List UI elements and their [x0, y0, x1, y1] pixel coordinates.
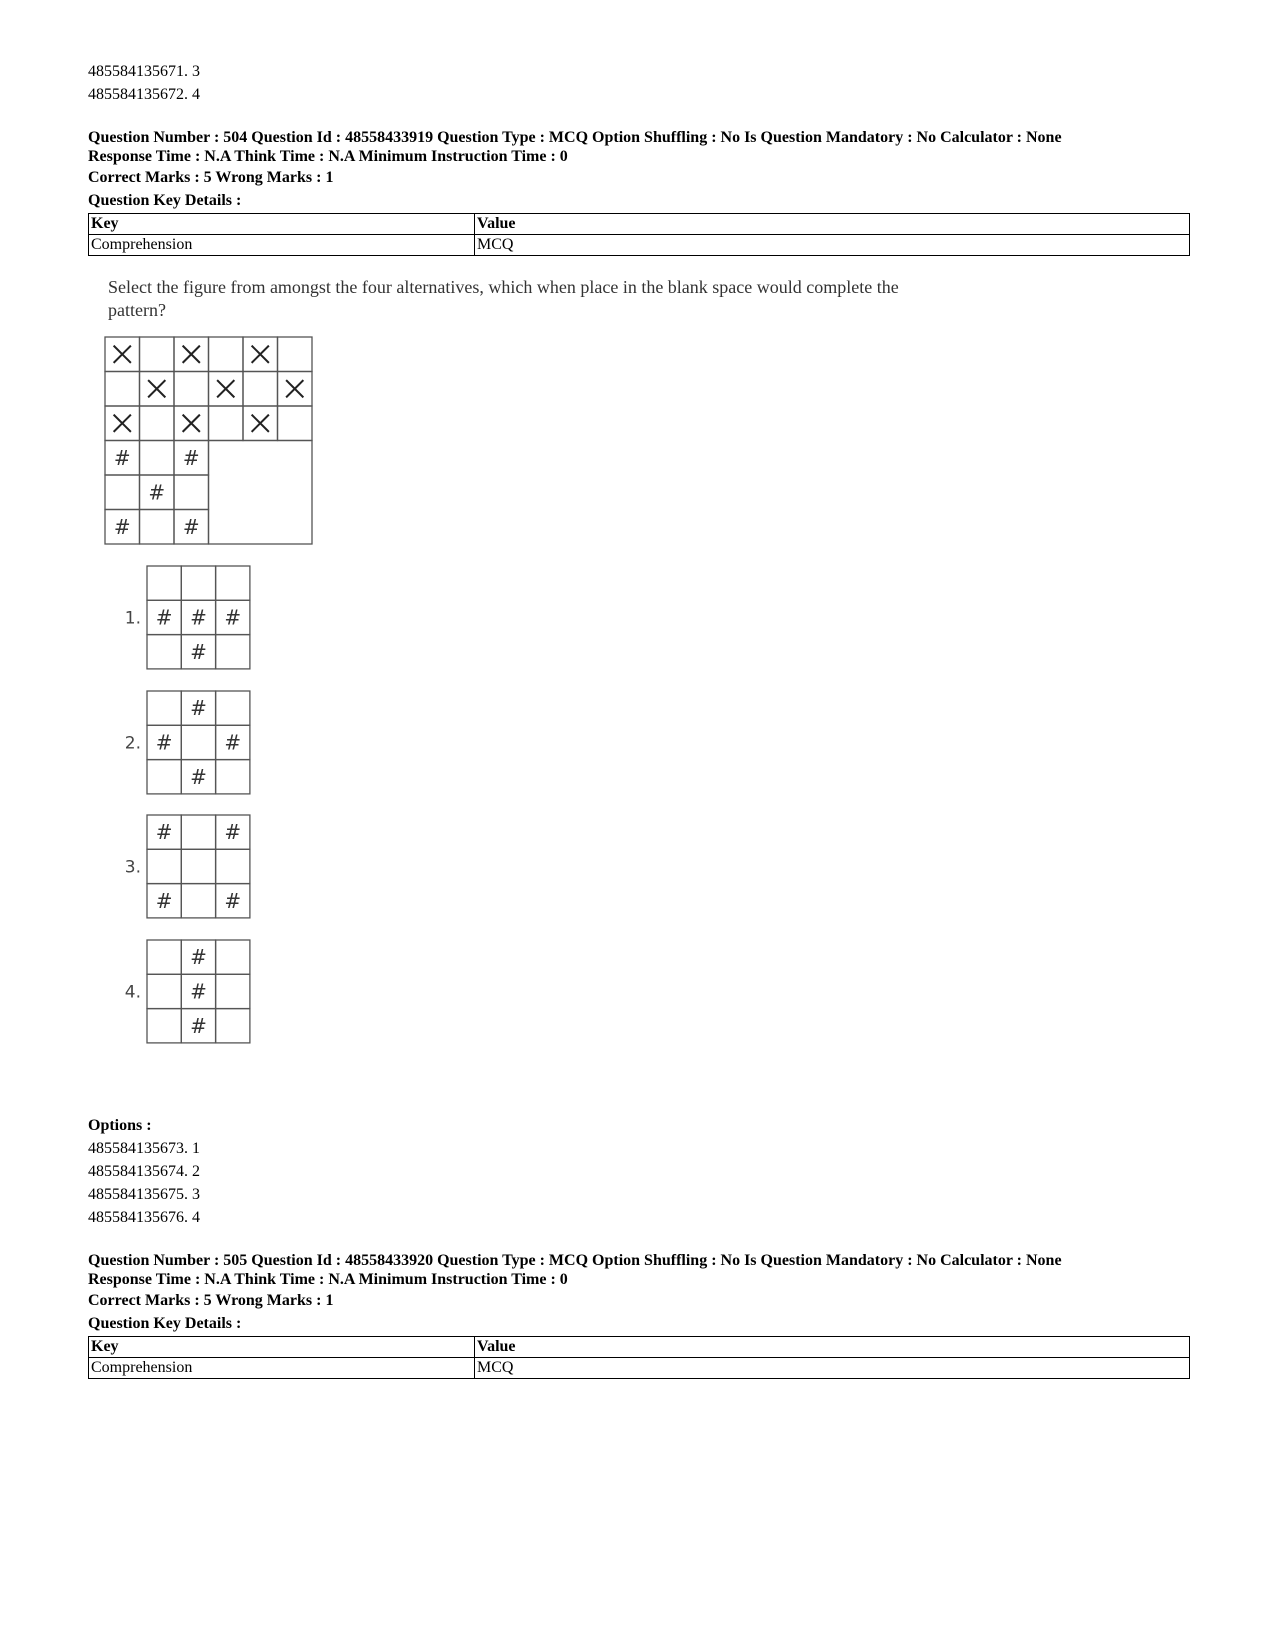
prev-option-4: 485584135672. 4: [88, 86, 200, 103]
choice-cell-hash-symbol: #: [224, 888, 242, 913]
choice-cell-hash-symbol: #: [155, 888, 173, 913]
choice-cell-hash-symbol: #: [224, 820, 242, 845]
pattern-cell: [174, 372, 209, 407]
option-3: 485584135675. 3: [88, 1186, 200, 1203]
choice-cell: [147, 760, 181, 794]
choice-cell: [181, 725, 215, 759]
choice-cell-hash-symbol: #: [155, 820, 173, 845]
prev-option-3: 485584135671. 3: [88, 63, 200, 80]
prompt-line-2: pattern?: [108, 300, 166, 320]
choice-cell-hash-symbol: #: [155, 605, 173, 630]
blank-space: [209, 441, 313, 545]
choice-cell-hash-symbol: #: [190, 979, 207, 1004]
pattern-cell: [105, 475, 140, 510]
choice-cell: [181, 815, 215, 849]
choice-cell: [181, 884, 215, 918]
choice-cell-hash-symbol: #: [190, 605, 207, 630]
option-4: 485584135676. 4: [88, 1209, 200, 1226]
choice-cell-hash-symbol: #: [190, 1013, 207, 1038]
pattern-cell: [278, 406, 313, 441]
choice-cell: [147, 566, 181, 600]
question-header-line2: Response Time : N.A Think Time : N.A Minimum Instruction Time : 0: [88, 148, 568, 165]
question-header-line2: Response Time : N.A Think Time : N.A Minimum Instruction Time : 0: [88, 1271, 568, 1288]
question-marks: Correct Marks : 5 Wrong Marks : 1: [88, 169, 334, 186]
choice-cell: [147, 1009, 181, 1043]
pattern-cell-cross-icon: [148, 380, 165, 397]
prompt-line-1: Select the figure from amongst the four alternatives, which when place in the blank space would complete the: [108, 277, 899, 297]
choice-cell-hash-symbol: #: [190, 945, 207, 970]
choice-cell: [216, 566, 250, 600]
pattern-cell-cross-icon: [252, 415, 269, 432]
pattern-cell: [243, 372, 278, 407]
pattern-cell: [105, 372, 140, 407]
choice-label: 4.: [124, 982, 141, 1003]
choice-cell-hash-symbol: #: [190, 639, 207, 664]
choice-cell-hash-symbol: #: [224, 605, 242, 630]
choice-cell: [147, 974, 181, 1008]
question-header-line1: Question Number : 504 Question Id : 48558433919 Question Type : MCQ Option Shuffling : No Is Question Mandatory : No Calculator : None: [88, 129, 1062, 146]
table-header-key: Key: [89, 1337, 475, 1358]
question-header-line1: Question Number : 505 Question Id : 48558433920 Question Type : MCQ Option Shuffling : No Is Question Mandatory : No Calculator : None: [88, 1252, 1062, 1269]
pattern-cell-cross-icon: [217, 380, 234, 397]
question-505: [88, 1251, 1188, 1379]
pattern-cell-cross-icon: [252, 346, 269, 363]
choice-cell: [216, 635, 250, 669]
key-details-table: [88, 213, 1190, 256]
pattern-cell-hash-symbol: #: [182, 445, 200, 470]
choice-cell-hash-symbol: #: [155, 730, 173, 755]
pattern-cell: [140, 337, 175, 372]
key-details-table: [88, 1336, 1190, 1379]
choice-cell-hash-symbol: #: [224, 730, 242, 755]
key-details-label: Question Key Details :: [88, 192, 242, 209]
pattern-figure: [88, 276, 488, 1114]
options-label: Options :: [88, 1117, 152, 1134]
choice-cell: [216, 974, 250, 1008]
choice-cell: [216, 1009, 250, 1043]
pattern-cell-hash-symbol: #: [182, 514, 200, 539]
question-marks: Correct Marks : 5 Wrong Marks : 1: [88, 1292, 334, 1309]
option-1: 485584135673. 1: [88, 1140, 200, 1157]
choice-cell: [216, 760, 250, 794]
pattern-cell-hash-symbol: #: [148, 480, 166, 505]
table-header-value: Value: [475, 1337, 1190, 1358]
table-cell-key: Comprehension: [89, 235, 475, 256]
pattern-cell-cross-icon: [183, 415, 200, 432]
pattern-cell: [140, 510, 175, 545]
choice-label: 1.: [124, 608, 141, 629]
pattern-cell: [140, 441, 175, 476]
pattern-cell-cross-icon: [114, 415, 131, 432]
table-cell-value: MCQ: [475, 235, 1190, 256]
choice-label: 2.: [124, 733, 141, 754]
choice-cell-hash-symbol: #: [190, 764, 207, 789]
pattern-cell: [278, 337, 313, 372]
pattern-cell: [209, 406, 244, 441]
choice-cell: [147, 635, 181, 669]
choice-cell: [216, 940, 250, 974]
key-details-label: Question Key Details :: [88, 1315, 242, 1332]
choice-cell: [147, 691, 181, 725]
table-cell-value: MCQ: [475, 1358, 1190, 1379]
document-page: [88, 60, 1188, 1379]
pattern-cell: [209, 337, 244, 372]
pattern-cell-cross-icon: [286, 380, 303, 397]
choice-cell: [181, 849, 215, 883]
choice-cell: [147, 849, 181, 883]
choice-cell: [181, 566, 215, 600]
pattern-cell-hash-symbol: #: [113, 445, 131, 470]
choice-cell: [216, 691, 250, 725]
choice-cell: [147, 940, 181, 974]
question-504: [88, 128, 1188, 1229]
pattern-cell-cross-icon: [183, 346, 200, 363]
question-figure: [88, 276, 1188, 1114]
option-2: 485584135674. 2: [88, 1163, 200, 1180]
choice-label: 3.: [124, 857, 141, 878]
table-cell-key: Comprehension: [89, 1358, 475, 1379]
choice-cell: [216, 849, 250, 883]
table-header-key: Key: [89, 214, 475, 235]
pattern-cell: [174, 475, 209, 510]
choice-cell-hash-symbol: #: [190, 696, 207, 721]
pattern-cell: [140, 406, 175, 441]
pattern-cell-cross-icon: [114, 346, 131, 363]
pattern-cell-hash-symbol: #: [113, 514, 131, 539]
table-header-value: Value: [475, 214, 1190, 235]
